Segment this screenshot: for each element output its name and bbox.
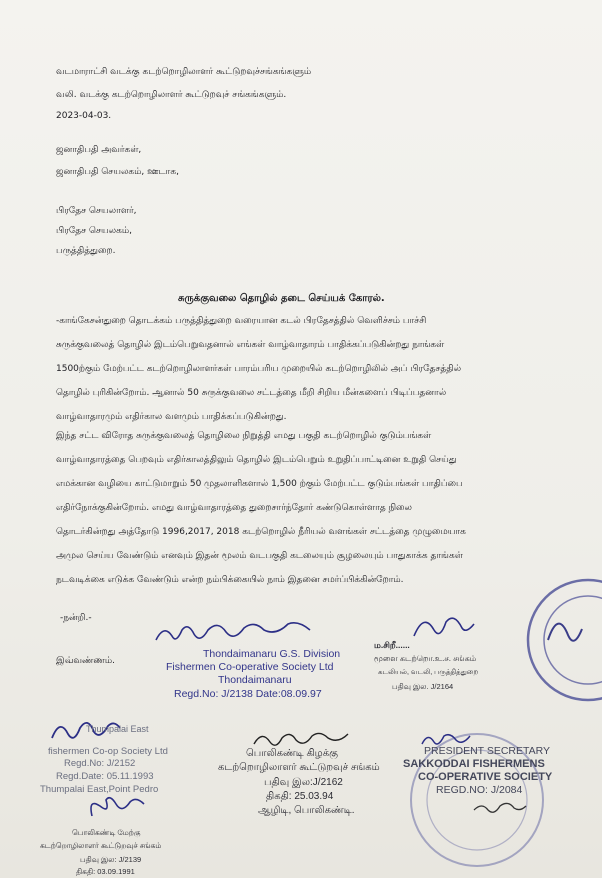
stamp-thondaimanaru-line-2: Fishermen Co-operative Society Ltd — [166, 661, 334, 673]
body-line: தொடர்கின்றது அத்தோடு 1996,2017, 2018 கடற்றொழில் நீரியல் வளங்கள் சட்டத்தை முழுமையாக — [56, 527, 466, 537]
recipient-1-title: ஜனாதிபதி அவர்கள், — [56, 145, 142, 155]
body-line: வாழ்வாதாரமும் எதிர்கால வளமும் பாதிக்கப்படுகின்றது. — [56, 412, 287, 422]
stamp-thumpalai-line-5: Thumpalai East,Point Pedro — [40, 784, 159, 795]
stamp-polikandy-west-line-4: திகதி: 03.09.1991 — [76, 867, 135, 876]
stamp-sakkoddai-line-4: REGD.NO: J/2084 — [436, 784, 523, 796]
stamp-thondaimanaru-line-4: Regd.No: J/2138 Date:08.09.97 — [174, 688, 322, 700]
body-line: எமக்கான வழியை காட்டுமாறும் 50 முதலாளிகளால் 1,500 ற்கும் மேற்பட்ட குடும்பங்கள் பாதிப்பை — [56, 479, 463, 489]
stamp-sakkoddai-line-1: PRESIDENT SECRETARY — [424, 745, 551, 757]
stamp-polikandy-west-line-1: பொலிகண்டி மேற்கு — [72, 828, 141, 837]
circular-seal-right — [518, 570, 602, 724]
stamp-polikandy-west-line-2: கடற்றொழிலாளர் கூட்டுறவுச் சங்கம் — [40, 841, 162, 850]
stamp-thumpalai-line-4: Regd.Date: 05.11.1993 — [56, 771, 154, 782]
stamp-sakkoddai-line-2: SAKKODDAI FISHERMENS — [403, 758, 545, 770]
signature-sakkoddai-2 — [472, 800, 532, 820]
body-paragraph-2 — [56, 424, 564, 592]
stamp-polikandy-east-line-1: பொலிகண்டி கிழக்கு — [246, 748, 338, 759]
stamp-thumpalai-line-1: Thumpalai East — [86, 724, 149, 734]
stamp-polikandy-east-line-2: கடற்றொழிலாளர் கூட்டுறவுச் சங்கம் — [218, 762, 380, 773]
stamp-thondaimanaru-line-3: Thondaimanaru — [218, 674, 292, 686]
stamp-polikandy-east-line-5: ஆழிடி, பொலிகண்டி. — [258, 805, 355, 816]
stamp-sakkoddai-line-3: CO-OPERATIVE SOCIETY — [418, 771, 553, 783]
body-line: எதிர்நோக்குகின்றோம். எமது வாழ்வாதாரத்தை துறைசார்ந்தோர் கண்டுகொள்ளாத நிலை — [56, 503, 413, 513]
signature-polikandy-west — [82, 796, 152, 826]
recipient-2-place: பருத்தித்துறை. — [56, 246, 116, 256]
stamp-middle-right-line-4: பதிவு இல. J/2164 — [392, 682, 454, 691]
body-line: அமுல செய்ய வேண்டும் எனவும் இதன் மூலம் வடபகுதி கடலையும் சூழலையும் பாதுகாக்க தாங்கள் — [56, 551, 463, 561]
recipient-2-title: பிரதேச செயலாளர், — [56, 206, 137, 216]
stamp-thondaimanaru-line-1: Thondaimanaru G.S. Division — [203, 648, 341, 660]
stamp-polikandy-west-line-3: பதிவு இல: J/2139 — [80, 855, 142, 864]
body-paragraph-1 — [56, 309, 564, 429]
signature-middle-right — [408, 612, 478, 646]
recipient-2-office: பிரதேச செயலகம், — [56, 226, 132, 236]
body-line: 1500ற்கும் மேற்பட்ட கடற்றொழிலாளர்கள் பாரம்பரிய முறையில் கடற்றொழிலில் அப் பிரதேசத்தில் — [56, 364, 462, 374]
body-line: -காங்கேசன்துறை தொடக்கம் பருத்தித்துறை வரையான கடல் பிரதேசத்தில் வெளிச்சம் பாச்சி — [56, 316, 427, 326]
sender-line-1: வடமாராட்சி வடக்கு கடற்றொழிலாளர் கூட்டுறவுச்சங்கங்களும் — [56, 67, 312, 77]
recipient-1-office: ஜனாதிபதி செயலகம், ஊடாக, — [56, 167, 179, 177]
stamp-middle-right-line-1: ம.சிறீ...... — [374, 640, 410, 650]
letter-subject: சுருக்குவலை தொழில் தடை செய்யக் கோரல். — [178, 293, 385, 304]
yours-faithfully: இவ்வண்ணம். — [56, 656, 115, 666]
stamp-polikandy-east-line-3: பதிவு இல:J/2162 — [264, 777, 343, 788]
thanks-line: -நன்றி.- — [60, 613, 92, 623]
stamp-middle-right-line-2: மூளை கடற்றொ.உ.ச. சங்கம் — [374, 654, 477, 663]
letter-date: 2023-04-03. — [56, 111, 112, 121]
stamp-polikandy-east-line-4: திகதி: 25.03.94 — [266, 791, 334, 802]
stamp-thumpalai-line-3: Regd.No: J/2152 — [64, 758, 136, 769]
body-line: வாழ்வாதாரத்தை பெறவும் எதிர்காலத்திலும் தொழில் இடம்பெறும் உறுதிப்பாட்டினை உறுதி செய்து — [56, 455, 457, 465]
sender-line-2: வலி. வடக்கு கடற்றொழிலாளர் கூட்டுறவுச் சங்கங்களும். — [56, 90, 287, 100]
body-line: சுருக்குவலைத் தொழில் இடம்பெறுவதனால் எங்கள் வாழ்வாதாரம் பாதிக்கப்படுகின்றது நாங்கள் — [56, 340, 445, 350]
body-line: நடவடிக்கை எடுக்க வேண்டும் என்ற நம்பிக்கையில் நாம் இதனை சமர்ப்பிக்கின்றோம். — [56, 575, 404, 585]
body-line: இந்த சட்ட விரோத சுருக்குவலைத் தொழிலை நிறுத்தி எமது பகுதி கடற்றொழில் குடும்பங்கள் — [56, 431, 432, 441]
stamp-middle-right-line-3: கடலியல், வடலி, பருத்தித்துறை — [378, 669, 479, 676]
stamp-thumpalai-line-2: fishermen Co-op Society Ltd — [48, 746, 168, 757]
body-line: தொழில் புரிகின்றோம். ஆனால் 50 சுருக்குவலை சட்டத்தை மீறி சிறிய மீன்களைப் பிடிப்பதனால் — [56, 388, 447, 398]
